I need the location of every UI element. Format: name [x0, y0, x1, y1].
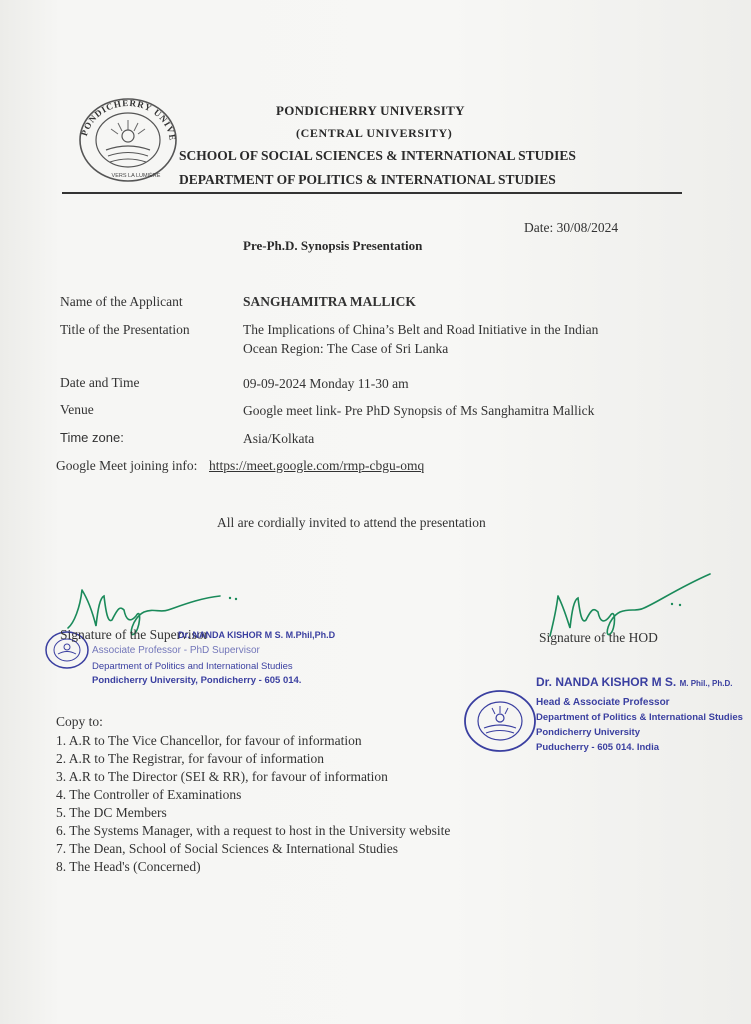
svg-text:PONDICHERRY UNIVERSITY: PONDICHERRY UNIVERSITY — [72, 88, 178, 143]
hod-stamp-role: Head & Associate Professor — [536, 697, 670, 708]
field-value-venue: Google meet link- Pre PhD Synopsis of Ms Sanghamitra Mallick — [243, 403, 595, 418]
copy-item-6: 6. The Systems Manager, with a request to host in the University website — [56, 823, 451, 838]
copy-item-4: 4. The Controller of Examinations — [56, 787, 242, 802]
hod-signature-caption: Signature of the HOD — [539, 630, 658, 645]
supervisor-stamp-role: Associate Professor - PhD Supervisor — [92, 645, 260, 656]
field-label-timezone: Time zone: — [60, 430, 124, 445]
copy-item-2: 2. A.R to The Registrar, for favour of information — [56, 751, 325, 766]
hod-stamp-university: Pondicherry University — [536, 727, 641, 738]
hod-stamp-dept: Department of Politics & International Studies — [536, 712, 743, 723]
department-name: DEPARTMENT OF POLITICS & INTERNATIONAL STUDIES — [179, 172, 556, 187]
copy-to-title: Copy to: — [56, 714, 103, 729]
seal-text — [72, 88, 180, 184]
supervisor-stamp-name: Dr. NANDA KISHOR M S. M.Phil,Ph.D — [178, 630, 336, 640]
supervisor-stamp-dept: Department of Politics and International Studies — [92, 661, 293, 672]
field-label-applicant: Name of the Applicant — [60, 294, 183, 309]
field-value-timezone: Asia/Kolkata — [243, 431, 315, 446]
field-value-applicant: SANGHAMITRA MALLICK — [243, 294, 416, 309]
hod-stamp-address: Puducherry - 605 014. India — [536, 742, 660, 753]
field-label-venue: Venue — [60, 402, 94, 417]
field-value-title-line2: Ocean Region: The Case of Sri Lanka — [243, 341, 449, 356]
copy-item-3: 3. A.R to The Director (SEI & RR), for favour of information — [56, 769, 388, 784]
copy-item-5: 5. The DC Members — [56, 805, 167, 820]
hod-stamp-name — [536, 675, 732, 689]
copy-item-7: 7. The Dean, School of Social Sciences & International Studies — [56, 841, 399, 856]
copy-item-1: 1. A.R to The Vice Chancellor, for favour of information — [56, 733, 362, 748]
hod-stamp-seal-icon — [462, 688, 538, 754]
field-value-title-line1: The Implications of China’s Belt and Road Initiative in the Indian — [243, 322, 599, 337]
hod-stamp-name-text: Dr. NANDA KISHOR M S. — [536, 675, 677, 689]
svg-text:VERS LA LUMIÈRE: VERS LA LUMIÈRE — [111, 173, 161, 179]
supervisor-signature-caption: Signature of the Supervisor — [60, 627, 209, 642]
supervisor-stamp-address: Pondicherry University, Pondicherry - 605 014. — [92, 675, 302, 686]
copy-item-8: 8. The Head's (Concerned) — [56, 859, 201, 874]
meet-link[interactable]: https://meet.google.com/rmp-cbgu-omq — [209, 458, 425, 473]
field-label-title: Title of the Presentation — [60, 322, 190, 337]
school-name: SCHOOL OF SOCIAL SCIENCES & INTERNATIONAL STUDIES — [179, 148, 576, 163]
document-date: Date: 30/08/2024 — [524, 220, 619, 235]
university-name: PONDICHERRY UNIVERSITY — [276, 103, 465, 118]
document-subject: Pre-Ph.D. Synopsis Presentation — [243, 238, 423, 253]
header-divider — [62, 192, 682, 194]
field-value-datetime: 09-09-2024 Monday 11-30 am — [243, 376, 409, 391]
central-university: (CENTRAL UNIVERSITY) — [296, 126, 453, 140]
field-label-datetime: Date and Time — [60, 375, 140, 390]
invitation-text: All are cordially invited to attend the presentation — [217, 515, 486, 530]
meet-label: Google Meet joining info: — [56, 458, 198, 473]
hod-stamp-quals: M. Phil., Ph.D. — [679, 679, 733, 688]
